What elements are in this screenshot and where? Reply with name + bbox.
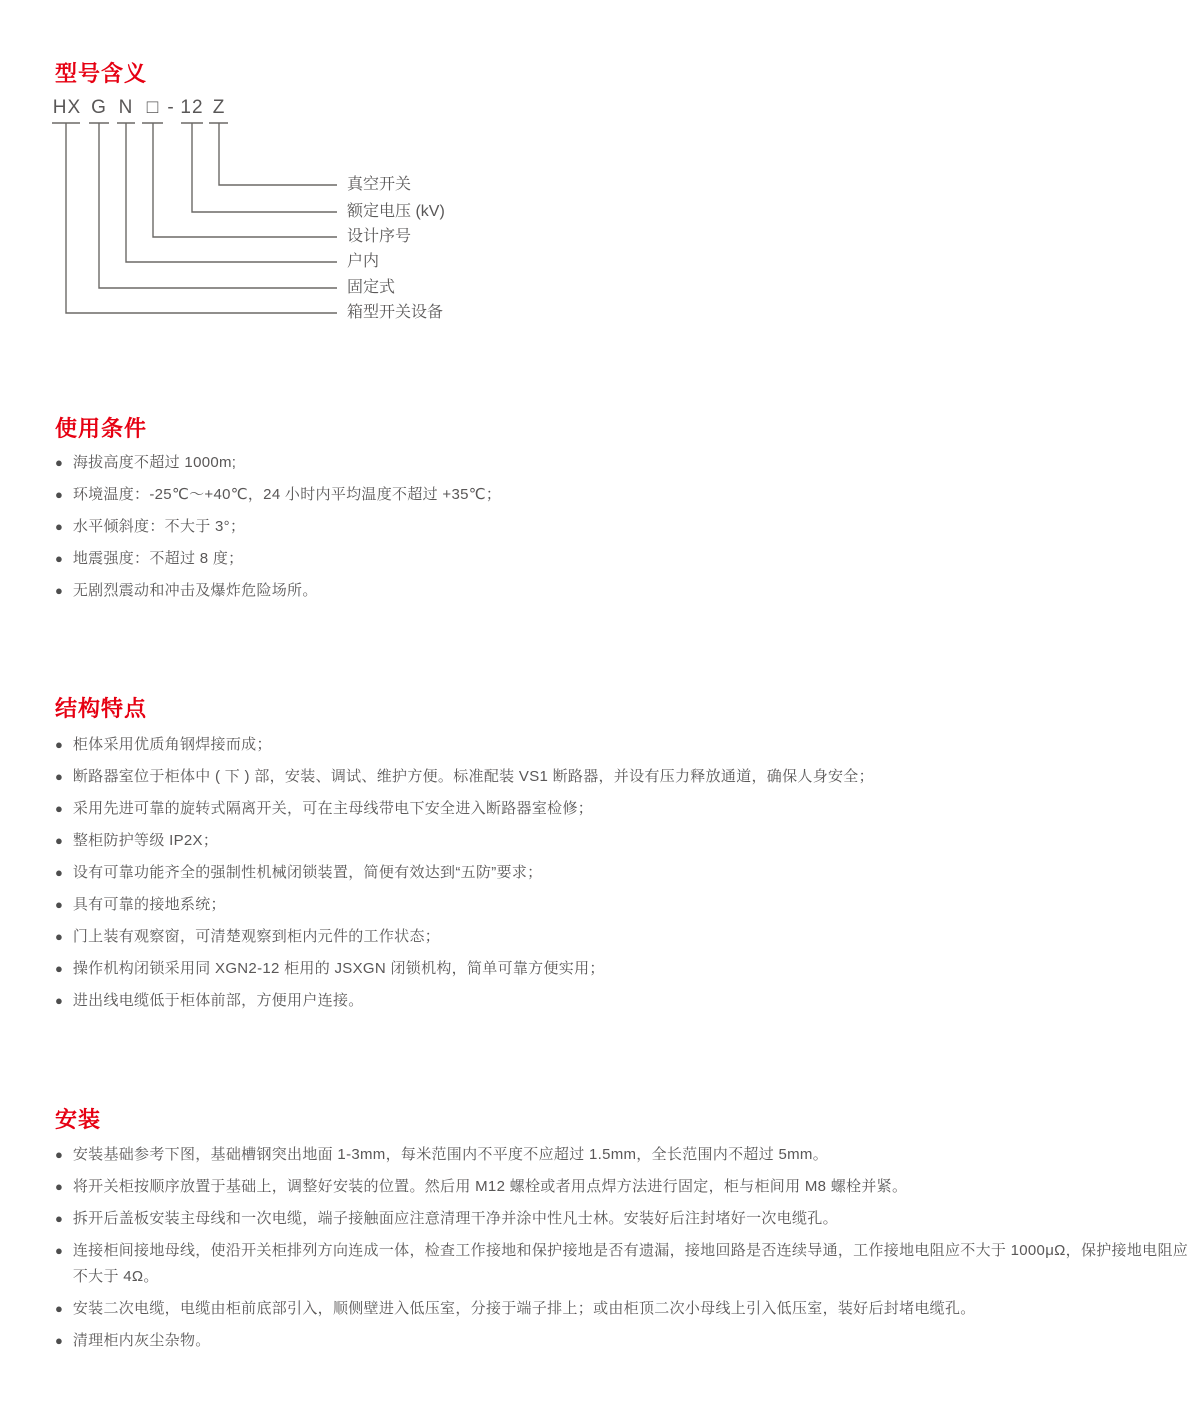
model-code-part-z: Z xyxy=(212,97,226,118)
list-item-text: 清理柜内灰尘杂物。 xyxy=(72,1332,211,1349)
model-code-diagram xyxy=(0,95,1200,345)
bullet-icon: ● xyxy=(55,551,63,566)
model-label-indoor: 户内 xyxy=(347,253,380,270)
bullet-icon: ● xyxy=(55,1333,63,1348)
bullet-icon: ● xyxy=(55,769,63,784)
bullet-icon: ● xyxy=(55,455,63,470)
list-item xyxy=(55,482,1200,508)
list-item-text: 地震强度：不超过 8 度； xyxy=(72,550,244,567)
model-code-part-g: G xyxy=(91,97,107,118)
structural-features-list xyxy=(55,732,1200,1020)
list-item-text: 安装基础参考下图，基础槽钢突出地面 1-3mm，每米范围内不平度不应超过 1.5mm，全长范围内不超过 5mm。 xyxy=(72,1146,829,1163)
list-item-text: 海拔高度不超过 1000m; xyxy=(72,454,237,471)
list-item-text: 断路器室位于柜体中 ( 下 ) 部，安装、调试、维护方便。标准配装 VS1 断路器，并设有压力释放通道，确保人身安全； xyxy=(72,768,874,785)
model-label-box-switchgear: 箱型开关设备 xyxy=(347,304,444,321)
list-item-text: 水平倾斜度：不大于 3°； xyxy=(72,518,246,535)
bullet-icon: ● xyxy=(55,737,63,752)
section-title-usage-conditions: 使用条件 xyxy=(55,416,148,441)
model-diagram-connector-lines xyxy=(0,95,400,345)
model-label-rated-voltage: 额定电压 (kV) xyxy=(347,203,445,220)
list-item xyxy=(55,956,1200,982)
list-item xyxy=(55,514,1200,540)
list-item xyxy=(55,892,1200,918)
bullet-icon: ● xyxy=(55,1211,63,1226)
section-title-model-meaning: 型号含义 xyxy=(55,61,148,86)
list-item-text: 柜体采用优质角钢焊接而成； xyxy=(72,736,272,753)
list-item-text: 无剧烈震动和冲击及爆炸危险场所。 xyxy=(72,582,318,599)
bullet-icon: ● xyxy=(55,1301,63,1316)
bullet-icon: ● xyxy=(55,961,63,976)
list-item xyxy=(55,450,1200,476)
list-item xyxy=(55,546,1200,572)
model-code-part-box: □ xyxy=(146,97,160,118)
model-label-design-serial: 设计序号 xyxy=(347,228,412,245)
list-item-text: 具有可靠的接地系统； xyxy=(72,896,226,913)
bullet-icon: ● xyxy=(55,583,63,598)
list-item-text: 进出线电缆低于柜体前部，方便用户连接。 xyxy=(72,992,364,1009)
list-item xyxy=(55,796,1200,822)
list-item-text: 安装二次电缆，电缆由柜前底部引入，顺侧壁进入低压室，分接于端子排上；或由柜顶二次小母线上引入低压室，装好后封堵电缆孔。 xyxy=(72,1300,976,1317)
list-item-text: 门上装有观察窗，可清楚观察到柜内元件的工作状态； xyxy=(72,928,441,945)
installation-list xyxy=(55,1142,1200,1360)
section-title-installation: 安装 xyxy=(55,1107,102,1132)
list-item xyxy=(55,860,1200,886)
bullet-icon: ● xyxy=(55,993,63,1008)
list-item-text: 拆开后盖板安装主母线和一次电缆，端子接触面应注意清理干净并涂中性凡士林。安装好后注封堵好一次电缆孔。 xyxy=(72,1210,838,1227)
list-item-text: 连接柜间接地母线，使沿开关柜排列方向连成一体，检查工作接地和保护接地是否有遗漏，接地回路是否连续导通，工作接地电阻应不大于 1000μΩ，保护接地电阻应不大于 4Ω。 xyxy=(72,1242,1189,1285)
model-code-part-12: 12 xyxy=(180,97,204,118)
list-item-text: 环境温度：-25℃～+40℃，24 小时内平均温度不超过 +35℃； xyxy=(72,486,502,503)
bullet-icon: ● xyxy=(55,1243,63,1258)
list-item xyxy=(55,1238,1200,1290)
bullet-icon: ● xyxy=(55,1179,63,1194)
bullet-icon: ● xyxy=(55,801,63,816)
section-title-structural-features: 结构特点 xyxy=(55,696,148,721)
list-item xyxy=(55,1296,1200,1322)
bullet-icon: ● xyxy=(55,929,63,944)
list-item-text: 将开关柜按顺序放置于基础上，调整好安装的位置。然后用 M12 螺栓或者用点焊方法进行固定，柜与柜间用 M8 螺栓并紧。 xyxy=(72,1178,908,1195)
list-item-text: 整柜防护等级 IP2X； xyxy=(72,832,219,849)
list-item xyxy=(55,1142,1200,1168)
list-item-text: 设有可靠功能齐全的强制性机械闭锁装置，简便有效达到“五防”要求； xyxy=(72,864,543,881)
list-item xyxy=(55,924,1200,950)
model-code-part-hx: HX xyxy=(52,97,82,118)
model-code-part-n: N xyxy=(118,97,134,118)
list-item xyxy=(55,578,1200,604)
list-item xyxy=(55,988,1200,1014)
bullet-icon: ● xyxy=(55,1147,63,1162)
bullet-icon: ● xyxy=(55,897,63,912)
list-item-text: 操作机构闭锁采用同 XGN2-12 柜用的 JSXGN 闭锁机构，简单可靠方便实用； xyxy=(72,960,605,977)
list-item xyxy=(55,1328,1200,1354)
model-label-vacuum-switch: 真空开关 xyxy=(347,176,412,193)
list-item xyxy=(55,732,1200,758)
model-label-fixed-type: 固定式 xyxy=(347,279,396,296)
list-item xyxy=(55,764,1200,790)
bullet-icon: ● xyxy=(55,487,63,502)
list-item-text: 采用先进可靠的旋转式隔离开关，可在主母线带电下安全进入断路器室检修； xyxy=(72,800,594,817)
list-item xyxy=(55,1206,1200,1232)
bullet-icon: ● xyxy=(55,865,63,880)
model-code-part-dash: - xyxy=(167,97,175,118)
bullet-icon: ● xyxy=(55,833,63,848)
bullet-icon: ● xyxy=(55,519,63,534)
list-item xyxy=(55,1174,1200,1200)
usage-conditions-list xyxy=(55,450,1200,610)
list-item xyxy=(55,828,1200,854)
